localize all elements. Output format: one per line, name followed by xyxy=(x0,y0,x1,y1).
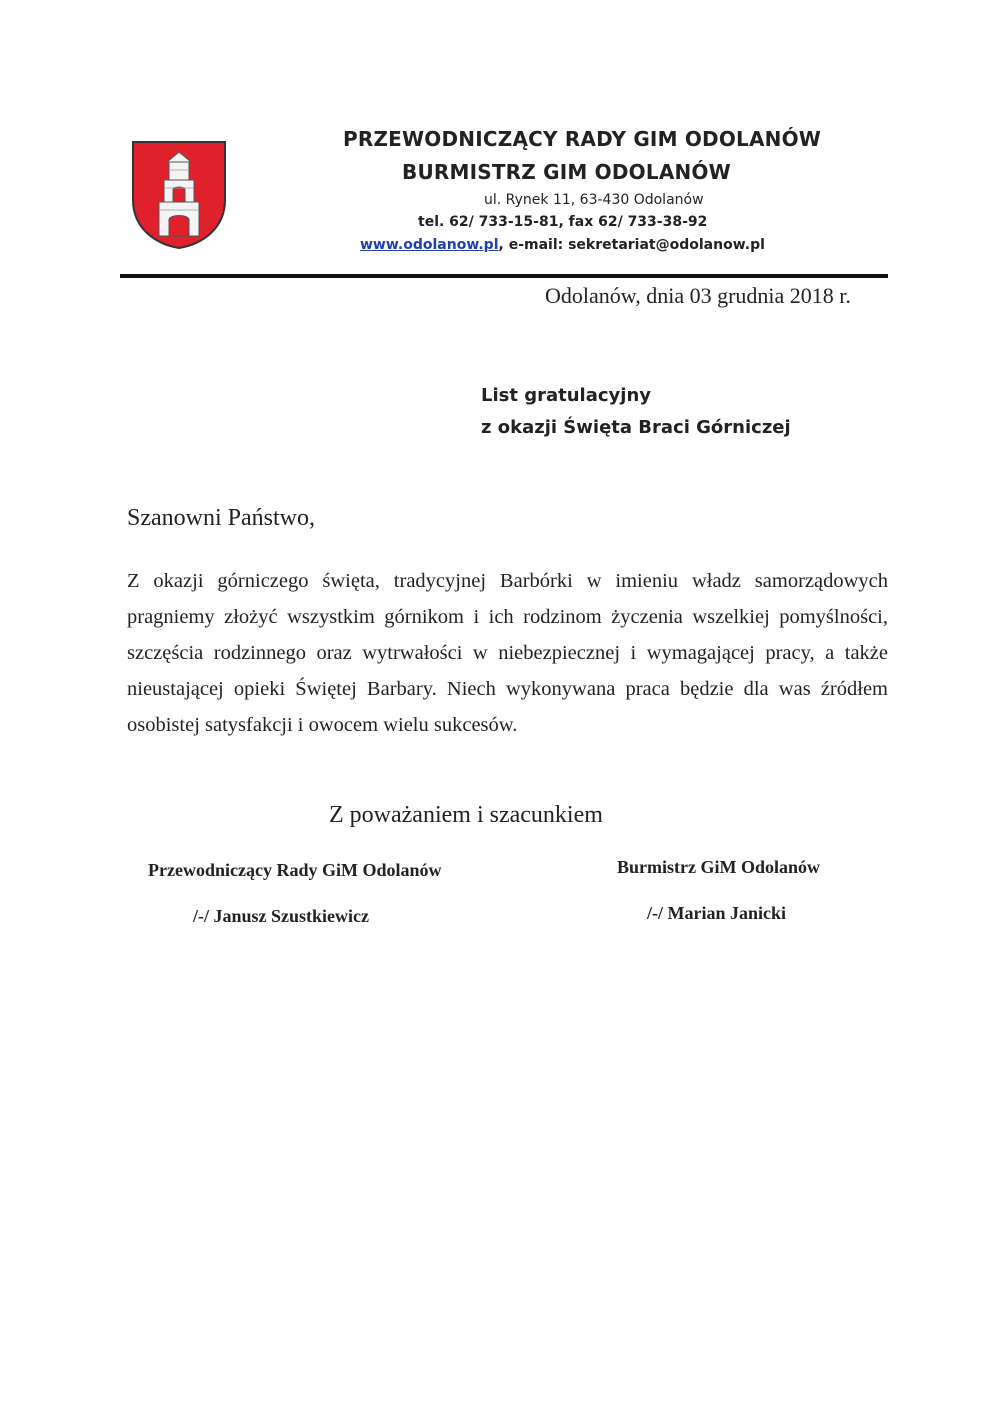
header-address: ul. Rynek 11, 63-430 Odolanów xyxy=(484,192,704,208)
greeting: Szanowni Państwo, xyxy=(127,505,315,531)
email-text: , e-mail: sekretariat@odolanow.pl xyxy=(498,237,765,253)
header-divider xyxy=(120,274,888,278)
signature-right-title: Burmistrz GiM Odolanów xyxy=(617,857,820,877)
signature-left-title: Przewodniczący Rady GiM Odolanów xyxy=(148,860,442,880)
coat-of-arms-icon xyxy=(131,140,227,250)
header-title-council: PRZEWODNICZĄCY RADY GIM ODOLANÓW xyxy=(343,127,822,151)
date-line: Odolanów, dnia 03 grudnia 2018 r. xyxy=(545,283,851,308)
letter-subtitle: z okazji Święta Braci Górniczej xyxy=(481,417,791,438)
website-link[interactable]: www.odolanow.pl xyxy=(360,237,499,253)
letter-title: List gratulacyjny xyxy=(481,385,651,406)
closing-phrase: Z poważaniem i szacunkiem xyxy=(329,802,603,828)
signature-right-name: /-/ Marian Janicki xyxy=(647,903,786,923)
header-contact xyxy=(360,237,765,253)
letter-body: Z okazji górniczego święta, tradycyjnej Barbórki w imieniu władz samorządowych pragniemy złożyć wszystkim górnikom i ich rodzinom życzenia wszelkiej pomyślności, szczęścia rodzinnego oraz wytrwałości w niebezpiecznej i wymagającej pracy, a także nieustającej opieki Świętej Barbary. Niech wykonywana praca będzie dla was źródłem osobistej satysfakcji i owocem wielu sukcesów. xyxy=(127,570,888,736)
header-phone-fax: tel. 62/ 733-15-81, fax 62/ 733-38-92 xyxy=(418,214,708,230)
signature-left-name: /-/ Janusz Szustkiewicz xyxy=(193,906,370,926)
header-title-mayor: BURMISTRZ GIM ODOLANÓW xyxy=(402,160,731,184)
